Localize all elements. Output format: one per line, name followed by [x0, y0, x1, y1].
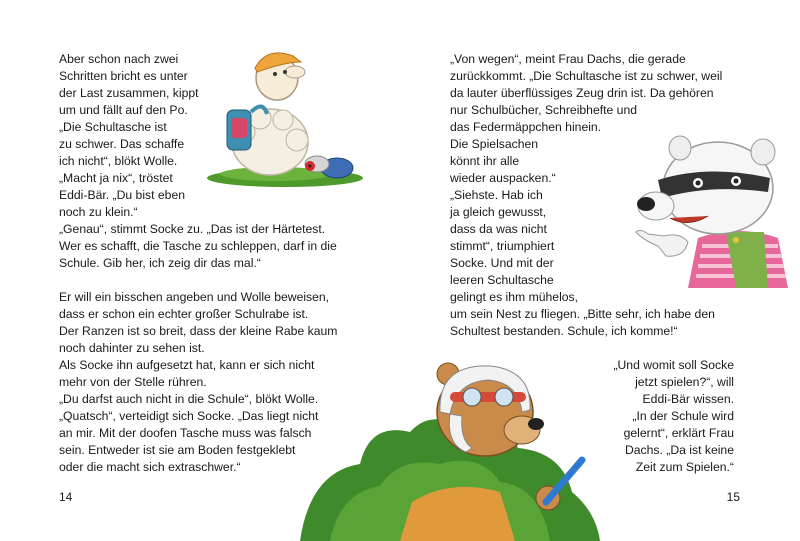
- text-line-right: Eddi-Bär wissen.: [642, 392, 734, 406]
- text-line: um und fällt auf den Po.: [59, 103, 188, 117]
- text-line-right: „Und womit soll Socke: [613, 358, 734, 372]
- text-line: zurückkommt. „Die Schultasche ist zu schwer, weil: [450, 69, 723, 83]
- text-line: Schultest bestanden. Schule, ich komme!“: [450, 324, 678, 338]
- text-line: um sein Nest zu fliegen. „Bitte sehr, ich habe den: [450, 307, 715, 321]
- text-line: ich nicht“, blökt Wolle.: [59, 154, 178, 168]
- text-line: „Macht ja nix“, tröstet: [59, 171, 173, 185]
- text-line: mehr von der Stelle rühren.: [59, 375, 207, 389]
- text-line: könnt ihr alle: [450, 154, 520, 168]
- text-line: noch dahinter zu sehen ist.: [59, 341, 205, 355]
- text-line: zu schwer. Das schaffe: [59, 137, 185, 151]
- text-line: dass da was nicht: [450, 222, 547, 236]
- text-line: stimmt“, triumphiert: [450, 239, 555, 253]
- text-line: oder die macht sich extraschwer.“: [59, 460, 241, 474]
- text-line: Eddi-Bär. „Du bist eben: [59, 188, 186, 202]
- text-line: der Last zusammen, kippt: [59, 86, 199, 100]
- text-line: Wer es schafft, die Tasche zu schleppen, darf in die: [59, 239, 337, 253]
- badger-illustration: [618, 128, 800, 288]
- text-line-right: Zeit zum Spielen.“: [635, 460, 734, 474]
- sheep-illustration: [205, 40, 375, 190]
- text-line: „Von wegen“, meint Frau Dachs, die gerade: [450, 52, 686, 66]
- text-line: da lauter überflüssiges Zeug drin ist. Da gehören: [450, 86, 714, 100]
- text-line: Die Spielsachen: [450, 137, 539, 151]
- text-line: Aber schon nach zwei: [59, 52, 179, 66]
- text-line: Socke. Und mit der: [450, 256, 554, 270]
- text-line: Der Ranzen ist so breit, dass der kleine Rabe kaum: [59, 324, 338, 338]
- text-line-right: „In der Schule wird: [632, 409, 734, 423]
- text-line: dass er schon ein echter großer Schulrabe ist.: [59, 307, 309, 321]
- page-number: 15: [726, 490, 740, 504]
- text-line: an mir. Mit der doofen Tasche muss was falsch: [59, 426, 312, 440]
- text-line-right: jetzt spielen?“, will: [635, 375, 734, 389]
- text-line: Als Socke ihn aufgesetzt hat, kann er sich nicht: [59, 358, 315, 372]
- text-line: wieder auspacken.“: [450, 171, 556, 185]
- text-line: „Siehste. Hab ich: [450, 188, 543, 202]
- text-line: sein. Entweder ist sie am Boden festgeklebt: [59, 443, 296, 457]
- text-line: „Quatsch“, verteidigt sich Socke. „Das liegt nicht: [59, 409, 319, 423]
- bear-illustration: [300, 352, 600, 541]
- text-line: Schule. Gib her, ich zeig dir das mal.“: [59, 256, 261, 270]
- page-number: 14: [59, 490, 73, 504]
- text-line: „Genau“, stimmt Socke zu. „Das ist der Härtetest.: [59, 222, 326, 236]
- text-line-right: Dachs. „Da ist keine: [624, 443, 734, 457]
- text-line: das Federmäppchen hinein.: [450, 120, 602, 134]
- text-line: nur Schulbücher, Schreibhefte und: [450, 103, 638, 117]
- text-line: Schritten bricht es unter: [59, 69, 188, 83]
- text-line: „Die Schultasche ist: [59, 120, 167, 134]
- text-line: noch zu klein.“: [59, 205, 138, 219]
- text-line-right: gelernt“, erklärt Frau: [623, 426, 734, 440]
- text-line: Er will ein bisschen angeben und Wolle beweisen,: [59, 290, 330, 304]
- text-line: ja gleich gewusst,: [450, 205, 547, 219]
- text-line: „Du darfst auch nicht in die Schule“, blökt Wolle.: [59, 392, 319, 406]
- text-line: leeren Schultasche: [450, 273, 554, 287]
- text-line: gelingt es ihm mühelos,: [450, 290, 579, 304]
